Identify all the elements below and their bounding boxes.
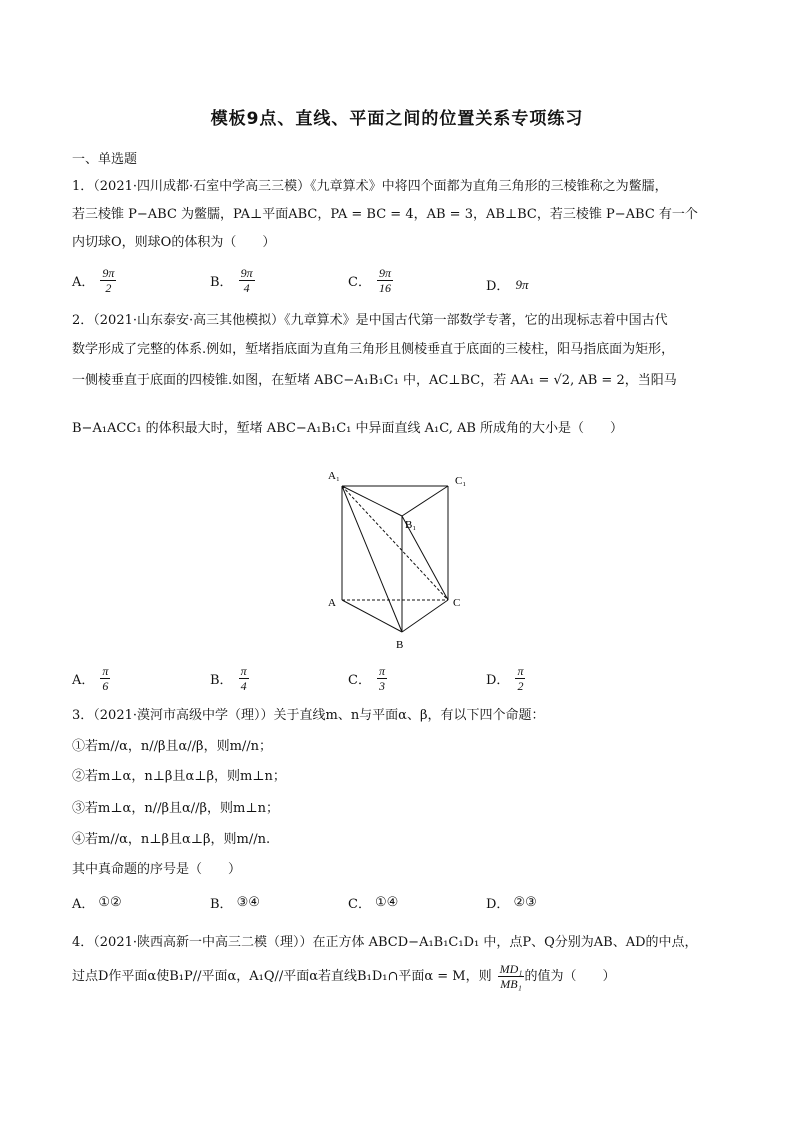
q3-proposition-3: ③若m⊥α，n//β且α//β，则m⊥n； [72, 801, 279, 816]
fraction: $\frac{9\pi}{16}$ [378, 266, 391, 295]
q1-line-1: 1．（2021·四川成都·石室中学高三三模）《九章算术》中将四个面都为直角三角形的三棱锥称之为鳖臑， [72, 179, 668, 194]
label-A: A [328, 597, 336, 609]
q2-option-b[interactable]: B． $\frac{\pi}{4}$ [210, 664, 247, 693]
q2-line-4: B−A₁ACC₁ 的体积最大时，堑堵 ABC−A₁B₁C₁ 中异面直线 A₁C, AB 所成角的大小是（ ） [72, 421, 624, 436]
fraction: $\frac{\text{MD₁}}{\text{MB₁}}$ [499, 962, 523, 991]
q2-line-3: 一侧棱垂直于底面的四棱锥.如图，在堑堵 ABC−A₁B₁C₁ 中，AC⊥BC，若 AA₁ = √2, AB = 2，当阳马 [72, 373, 677, 388]
label-C1: C₁ [455, 475, 467, 487]
fraction: $\frac{9\pi}{2}$ [102, 266, 115, 295]
q3-option-b[interactable]: B． ③④ [210, 895, 260, 912]
q1-line-3: 内切球O，则球O的体积为（ ） [72, 235, 276, 250]
fraction: $\frac{9\pi}{4}$ [240, 266, 253, 295]
q1-option-a[interactable]: A． $\frac{9\pi}{2}$ [72, 266, 115, 295]
q1-option-c[interactable]: C． $\frac{9\pi}{16}$ [348, 266, 391, 295]
q1-option-b[interactable]: B． $\frac{9\pi}{4}$ [210, 266, 253, 295]
q3-ask: 其中真命题的序号是（ ） [72, 862, 242, 877]
fraction: $\frac{\pi}{6}$ [102, 664, 109, 693]
fraction: $\frac{\pi}{3}$ [378, 664, 385, 693]
fraction: $\frac{\pi}{2}$ [517, 664, 524, 693]
q3-line-1: 3．（2021·漠河市高级中学（理））关于直线m、n与平面α、β，有以下四个命题： [72, 708, 545, 723]
label-B1: B₁ [405, 519, 417, 531]
fraction: $\frac{\pi}{4}$ [240, 664, 247, 693]
q3-proposition-2: ②若m⊥α，n⊥β且α⊥β，则m⊥n； [72, 769, 286, 784]
q2-option-c[interactable]: C． $\frac{\pi}{3}$ [348, 664, 385, 693]
q1-line-2: 若三棱锥 P−ABC 为鳖臑，PA⊥平面ABC，PA = BC = 4，AB = 3，AB⊥BC，若三棱锥 P−ABC 有一个 [72, 207, 698, 222]
q2-option-d[interactable]: D． $\frac{\pi}{2}$ [486, 664, 524, 693]
q3-proposition-4: ④若m//α，n⊥β且α⊥β，则m//n. [72, 832, 271, 847]
q3-proposition-1: ①若m//α，n//β且α//β，则m//n； [72, 739, 273, 754]
q2-line-1: 2．（2021·山东泰安·高三其他模拟）《九章算术》是中国古代第一部数学专著，它的出现标志着中国古代 [72, 313, 668, 328]
q1-option-d[interactable]: D． 9π [486, 276, 529, 294]
q2-line-2: 数学形成了完整的体系.例如，堑堵指底面为直角三角形且侧棱垂直于底面的三棱柱，阳马指底面为矩形， [72, 342, 675, 357]
q4-line-1: 4．（2021·陕西高新一中高三二模（理））在正方体 ABCD−A₁B₁C₁D₁ 中，点P、Q分别为AB、AD的中点， [72, 935, 698, 950]
q2-option-a[interactable]: A． $\frac{\pi}{6}$ [72, 664, 109, 693]
q3-option-c[interactable]: C． ①④ [348, 895, 399, 912]
q4-line-2: 过点D作平面α使B₁P//平面α，A₁Q//平面α若直线B₁D₁∩平面α = M，则 $\frac{\text{MD₁}}{\text{MB₁}}$ 的值为（ ） [72, 962, 616, 991]
label-A1: A₁ [328, 470, 340, 482]
label-B: B [396, 639, 404, 651]
page-title: 模板9点、直线、平面之间的位置关系专项练习 [210, 109, 584, 129]
section-heading: 一、单选题 [72, 152, 138, 167]
q3-option-a[interactable]: A． ①② [72, 895, 122, 912]
prism-figure [310, 466, 490, 656]
q3-option-d[interactable]: D． ②③ [486, 895, 537, 912]
label-C: C [453, 597, 461, 609]
